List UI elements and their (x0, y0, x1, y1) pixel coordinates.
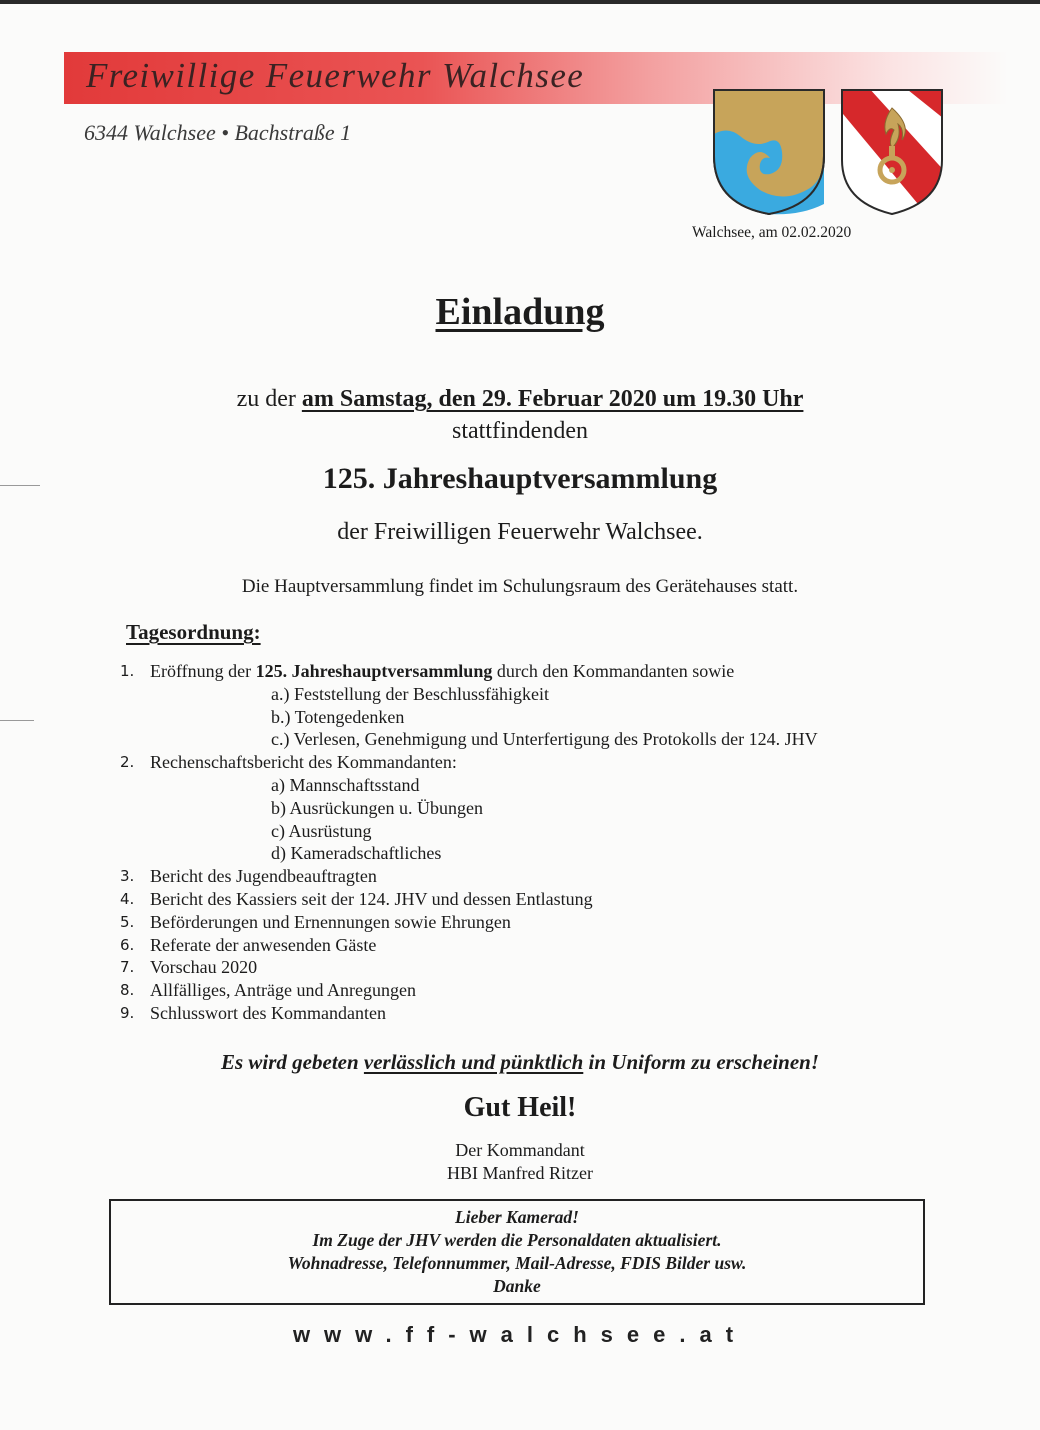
invitation-intro-suffix: stattfindenden (452, 418, 588, 444)
agenda-item-text: Beförderungen und Ernennungen sowie Ehrungen (150, 911, 511, 932)
agenda-item (0, 979, 1040, 1002)
agenda-item (0, 888, 1040, 911)
agenda-subitem (0, 728, 1040, 751)
agenda-subitem (0, 820, 1040, 843)
agenda-item (0, 911, 1040, 934)
attendance-notice (0, 1050, 1040, 1075)
agenda-subitem-text: b.) Totengedenken (271, 706, 405, 727)
fire-brigade-emblem-icon (838, 86, 946, 218)
invitation-intro (0, 386, 1040, 413)
agenda-subitem (0, 706, 1040, 729)
agenda-item-number: 3. (120, 867, 135, 886)
organization-name: Freiwillige Feuerwehr Walchsee (86, 56, 585, 95)
agenda-item-number: 5. (120, 912, 135, 931)
agenda-subitem-text: a) Mannschaftsstand (271, 774, 420, 795)
agenda-item (0, 956, 1040, 979)
meeting-date: am Samstag, den 29. Februar 2020 um 19.30 Uhr (301, 386, 804, 412)
page-title: Einladung (435, 291, 605, 333)
agenda-item (0, 1002, 1040, 1025)
walchsee-coat-of-arms-icon (710, 86, 828, 218)
agenda-subitem (0, 797, 1040, 820)
agenda-item-number: 7. (120, 958, 135, 977)
agenda-item-number: 1. (120, 662, 135, 680)
meeting-subtitle: der Freiwilligen Feuerwehr Walchsee. (337, 519, 703, 545)
agenda-item-text-part: durch den Kommandanten sowie (492, 661, 735, 681)
agenda-subitem-text: a.) Feststellung der Beschlussfähigkeit (271, 683, 549, 704)
agenda-subitem-text: c.) Verlesen, Genehmigung und Unterfertigung des Protokolls der 124. JHV (271, 729, 818, 750)
info-box-line: Lieber Kamerad! (455, 1207, 579, 1227)
agenda-subitem (0, 774, 1040, 797)
agenda-item-number: 6. (120, 935, 135, 954)
agenda-item-text: Vorschau 2020 (150, 957, 258, 978)
signer-role: Der Kommandant (455, 1140, 585, 1160)
notice-text: Es wird gebeten (220, 1050, 364, 1074)
agenda-item-text: Referate der anwesenden Gäste (150, 934, 377, 955)
agenda-item-text-bold: 125. Jahreshauptversammlung (255, 661, 493, 681)
website-url: www.ff-walchsee.at (292, 1322, 748, 1347)
agenda-list (0, 660, 1040, 1025)
agenda-item-text (150, 660, 734, 683)
info-box-line: Im Zuge der JHV werden die Personaldaten aktualisiert. (312, 1230, 722, 1250)
agenda-item (0, 934, 1040, 957)
agenda-item-text: Bericht des Kassiers seit der 124. JHV und dessen Entlastung (150, 888, 593, 909)
agenda-heading: Tagesordnung: (126, 620, 261, 644)
venue-statement: Die Hauptversammlung findet im Schulungsraum des Gerätehauses statt. (241, 576, 799, 597)
info-box-line: Danke (493, 1276, 541, 1296)
greeting: Gut Heil! (463, 1092, 577, 1123)
agenda-item-number: 9. (120, 1003, 135, 1022)
agenda-item-text: Bericht des Jugendbeauftragten (150, 866, 377, 887)
agenda-subitem-text: d) Kameradschaftliches (271, 843, 442, 864)
info-box (109, 1199, 925, 1305)
notice-emphasis: verlässlich und pünktlich (363, 1050, 584, 1074)
document-date: Walchsee, am 02.02.2020 (692, 224, 852, 241)
scan-top-edge (0, 0, 1040, 4)
agenda-item-text: Schlusswort des Kommandanten (150, 1002, 386, 1023)
notice-text: in Uniform zu erscheinen! (583, 1050, 820, 1074)
signer-name: HBI Manfred Ritzer (447, 1163, 593, 1183)
agenda-subitem (0, 842, 1040, 865)
organization-address: 6344 Walchsee • Bachstraße 1 (84, 120, 352, 145)
agenda-subitem (0, 683, 1040, 706)
agenda-item (0, 660, 1040, 683)
intro-prefix: zu der (236, 386, 302, 412)
agenda-item-number: 8. (120, 981, 135, 1000)
agenda-item-number: 2. (120, 753, 135, 772)
agenda-item (0, 865, 1040, 888)
agenda-subitem-text: b) Ausrückungen u. Übungen (271, 797, 483, 818)
agenda-item (0, 751, 1040, 774)
agenda-item-number: 4. (120, 889, 135, 908)
info-box-line: Wohnadresse, Telefonnummer, Mail-Adresse, FDIS Bilder usw. (287, 1253, 747, 1273)
meeting-title: 125. Jahreshauptversammlung (322, 462, 718, 495)
agenda-item-text: Allfälliges, Anträge und Anregungen (150, 980, 416, 1001)
agenda-item-text-part: Eröffnung der (150, 661, 256, 681)
agenda-item-text: Rechenschaftsbericht des Kommandanten: (150, 752, 457, 773)
agenda-subitem-text: c) Ausrüstung (271, 820, 372, 841)
